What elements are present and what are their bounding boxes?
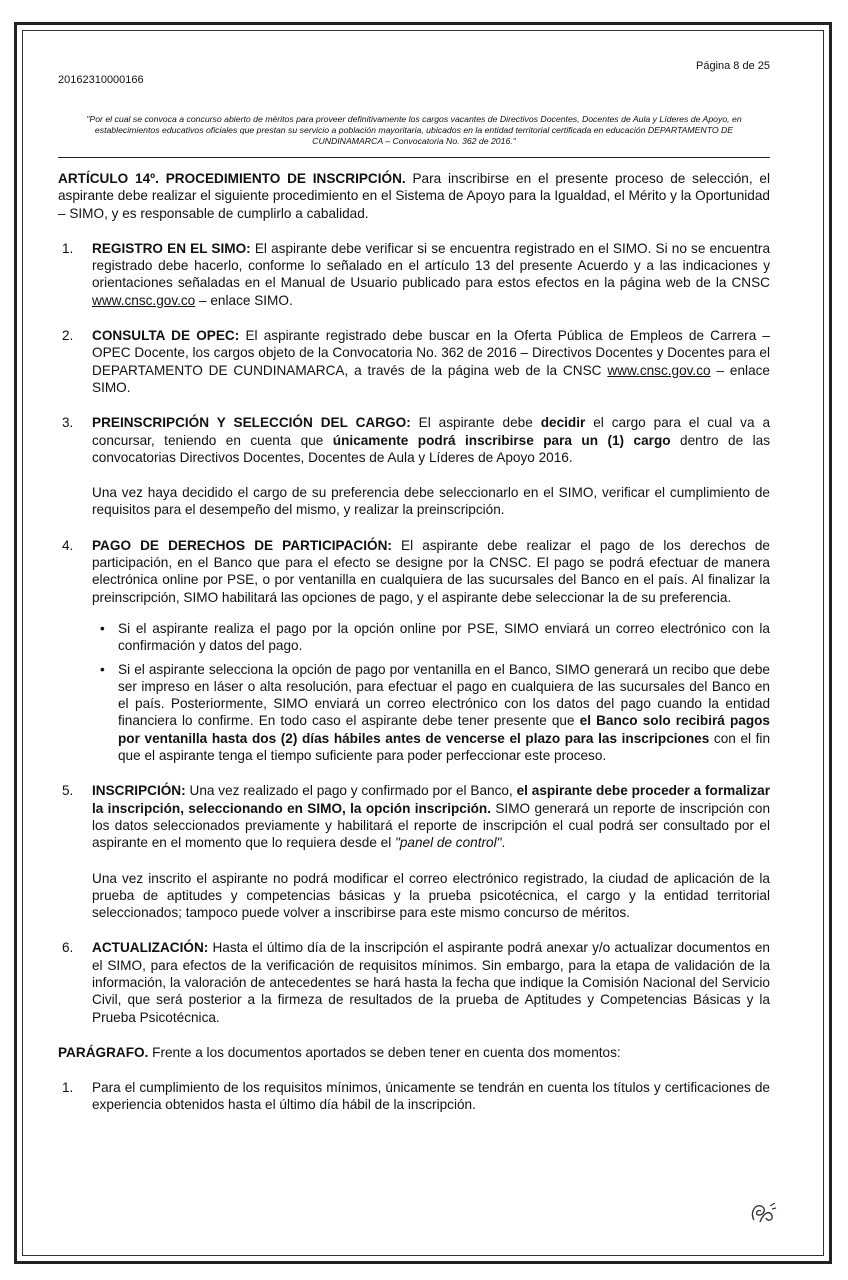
list-item [58,1079,770,1114]
item-bold: únicamente podrá inscribirse para un (1) cargo [332,432,671,448]
item-text: dentro de las convocatorias Directivos Docentes, Docentes de Aula y Líderes de Apoyo 2016. [92,432,771,465]
item-number: 4. [62,537,74,553]
list-item [58,240,770,309]
item-number: 2. [62,328,74,344]
initials-mark-icon [748,1200,778,1234]
list-item [58,327,770,396]
item-title: PAGO DE DERECHOS DE PARTICIPACIÓN: [92,537,392,553]
bullet-icon: • [100,620,105,636]
item-text: SIMO generará un reporte de inscripción con los datos seleccionados previamente y habilitará el reporte de inscripción el cual podrá ser consultado por el aspirante en el momento que lo requiera desde el [92,800,771,851]
item-title: CONSULTA DE OPEC: [92,328,240,344]
item-text: El aspirante debe verificar si se encuentra registrado en el SIMO. Si no se encuentra registrado debe hacerlo, conforme lo señalado en el artículo 13 del presente Acuerdo y a las indicaciones y orientaciones señaladas en el Manual de Usuario publicado para estos efectos en la página web de la CNSC [92,240,771,291]
item-text-end: . [501,835,506,851]
cnsc-link[interactable]: www.cnsc.gov.co [92,292,196,308]
page-number: Página 8 de 25 [695,60,770,72]
paragrafo-paragraph [58,1044,770,1061]
bullet-bold: el Banco solo recibirá pagos por ventanilla hasta dos (2) días hábiles antes de vencerse el plazo para las inscripciones [118,713,770,746]
item-number: 1. [62,1080,74,1096]
item-number: 5. [62,783,74,799]
bullet-item [100,620,770,655]
cnsc-link[interactable]: www.cnsc.gov.co [607,362,711,378]
item-italic: "panel de control" [395,835,502,851]
item-text-end: – enlace SIMO. [92,362,770,395]
article-title: ARTÍCULO 14º. PROCEDIMIENTO DE INSCRIPCIÓN. [58,171,406,186]
article-paragraph [58,170,770,222]
item-subparagraph: Una vez haya decidido el cargo de su preferencia debe seleccionarlo en el SIMO, verificar el cumplimiento de requisitos para el desempeño del mismo, y realizar la preinscripción. [92,485,770,518]
item-text-end: – enlace SIMO. [199,292,293,308]
bullet-icon: • [100,661,105,677]
item-subparagraph: Una vez inscrito el aspirante no podrá modificar el correo electrónico registrado, la ciudad de aplicación de la prueba de aptitudes y competencias básicas y la prueba psicotécnica, el cargo y la entidad territorial seleccionados; tampoco puede volver a inscribirse para este mismo concurso de méritos. [92,870,770,921]
header-divider [58,157,770,158]
document-page [58,52,770,1114]
item-title: INSCRIPCIÓN: [92,783,186,799]
item-text: el cargo para el cual va a concursar, teniendo en cuenta que [92,415,771,448]
item-title: REGISTRO EN EL SIMO: [92,240,251,256]
item-bold: el aspirante debe proceder a formalizar la inscripción, seleccionando en SIMO, la opción inscripción. [92,783,770,816]
article-intro: Para inscribirse en el presente proceso de selección, el aspirante debe realizar el siguiente procedimiento en el Sistema de Apoyo para la Igualdad, el Mérito y la Oportunidad – SIMO, y es responsable de cumplirlo a cabalidad. [58,171,770,221]
item-bold: decidir [540,415,586,431]
item-number: 3. [62,415,74,431]
list-item [58,782,770,921]
page-header [58,60,770,86]
list-item [58,939,770,1025]
item-text: Una vez realizado el pago y confirmado por el Banco, [189,783,513,799]
document-number: 20162310000166 [58,74,144,86]
bullet-item [100,661,770,765]
item-text: El aspirante registrado debe buscar en la Oferta Pública de Empleos de Carrera – OPEC Docente, los cargos objeto de la Convocatoria No. 362 de 2016 – Directivos Docentes y Docentes para el DEPARTAMENTO DE CUNDINAMARCA, a través de la página web de la CNSC [92,328,770,378]
header-subtitle: "Por el cual se convoca a concurso abierto de méritos para proveer definitivamente los cargos vacantes de Directivos Docentes, Docentes de Aula y Líderes de Apoyo, en establecimientos educativos oficiales que prestan su servicio a población mayoritaria, ubicados en la entidad territorial certificada en educación DEPARTAMENTO DE CUNDINAMARCA – Convocatoria No. 362 de 2016." [86,114,742,146]
paragrafo-text: Frente a los documentos aportados se deben tener en cuenta dos momentos: [152,1044,621,1060]
item-number: 6. [62,940,74,956]
bullet-text: Si el aspirante realiza el pago por la opción online por PSE, SIMO enviará un correo electrónico con la confirmación y datos del pago. [118,620,770,654]
item-text: Hasta el último día de la inscripción el aspirante podrá anexar y/o actualizar documentos en el SIMO, para efectos de la verificación de requisitos mínimos. Sin embargo, para la etapa de validación de la información, la valoración de antecedentes se hará hasta la fecha que indique la Comisión Nacional del Servicio Civil, que será posterior a la firmeza de resultados de la prueba de Aptitudes y Competencias Básicas y la Prueba Psicotécnica. [92,940,770,1025]
bullet-text: Si el aspirante selecciona la opción de pago por ventanilla en el Banco, SIMO generará un recibo que debe ser impreso en láser o alta resolución, para efectuar el pago en cualquiera de las sucursales del Banco en el país. Posteriormente, SIMO enviará un correo electrónico con los datos del pago cuando la entidad financiera lo confirme. En todo caso el aspirante debe tener presente que [118,661,770,729]
item-text: El aspirante debe [418,415,533,431]
item-text: Para el cumplimiento de los requisitos mínimos, únicamente se tendrán en cuenta los títulos y certificaciones de experiencia obtenidos hasta el último día hábil de la inscripción. [92,1080,770,1113]
item-title: PREINSCRIPCIÓN Y SELECCIÓN DEL CARGO: [92,415,411,431]
list-item [58,414,770,518]
item-number: 1. [62,240,74,256]
paragrafo-title: PARÁGRAFO. [58,1044,149,1060]
list-item [58,537,770,765]
item-text: El aspirante debe realizar el pago de los derechos de participación, en el Banco que para el efecto se designe por la CNSC. El pago se podrá efectuar de manera electrónica online por PSE, o por ventanilla en cualquiera de las sucursales del Banco en el país. Al finalizar la preinscripción, SIMO habilitará las opciones de pago, y el aspirante debe seleccionar la de su preferencia. [92,537,770,605]
item-title: ACTUALIZACIÓN: [92,940,209,956]
bullet-list [92,620,770,764]
bullet-text: con el fin que el aspirante tenga el tiempo suficiente para poder perfeccionar este proceso. [118,730,771,764]
